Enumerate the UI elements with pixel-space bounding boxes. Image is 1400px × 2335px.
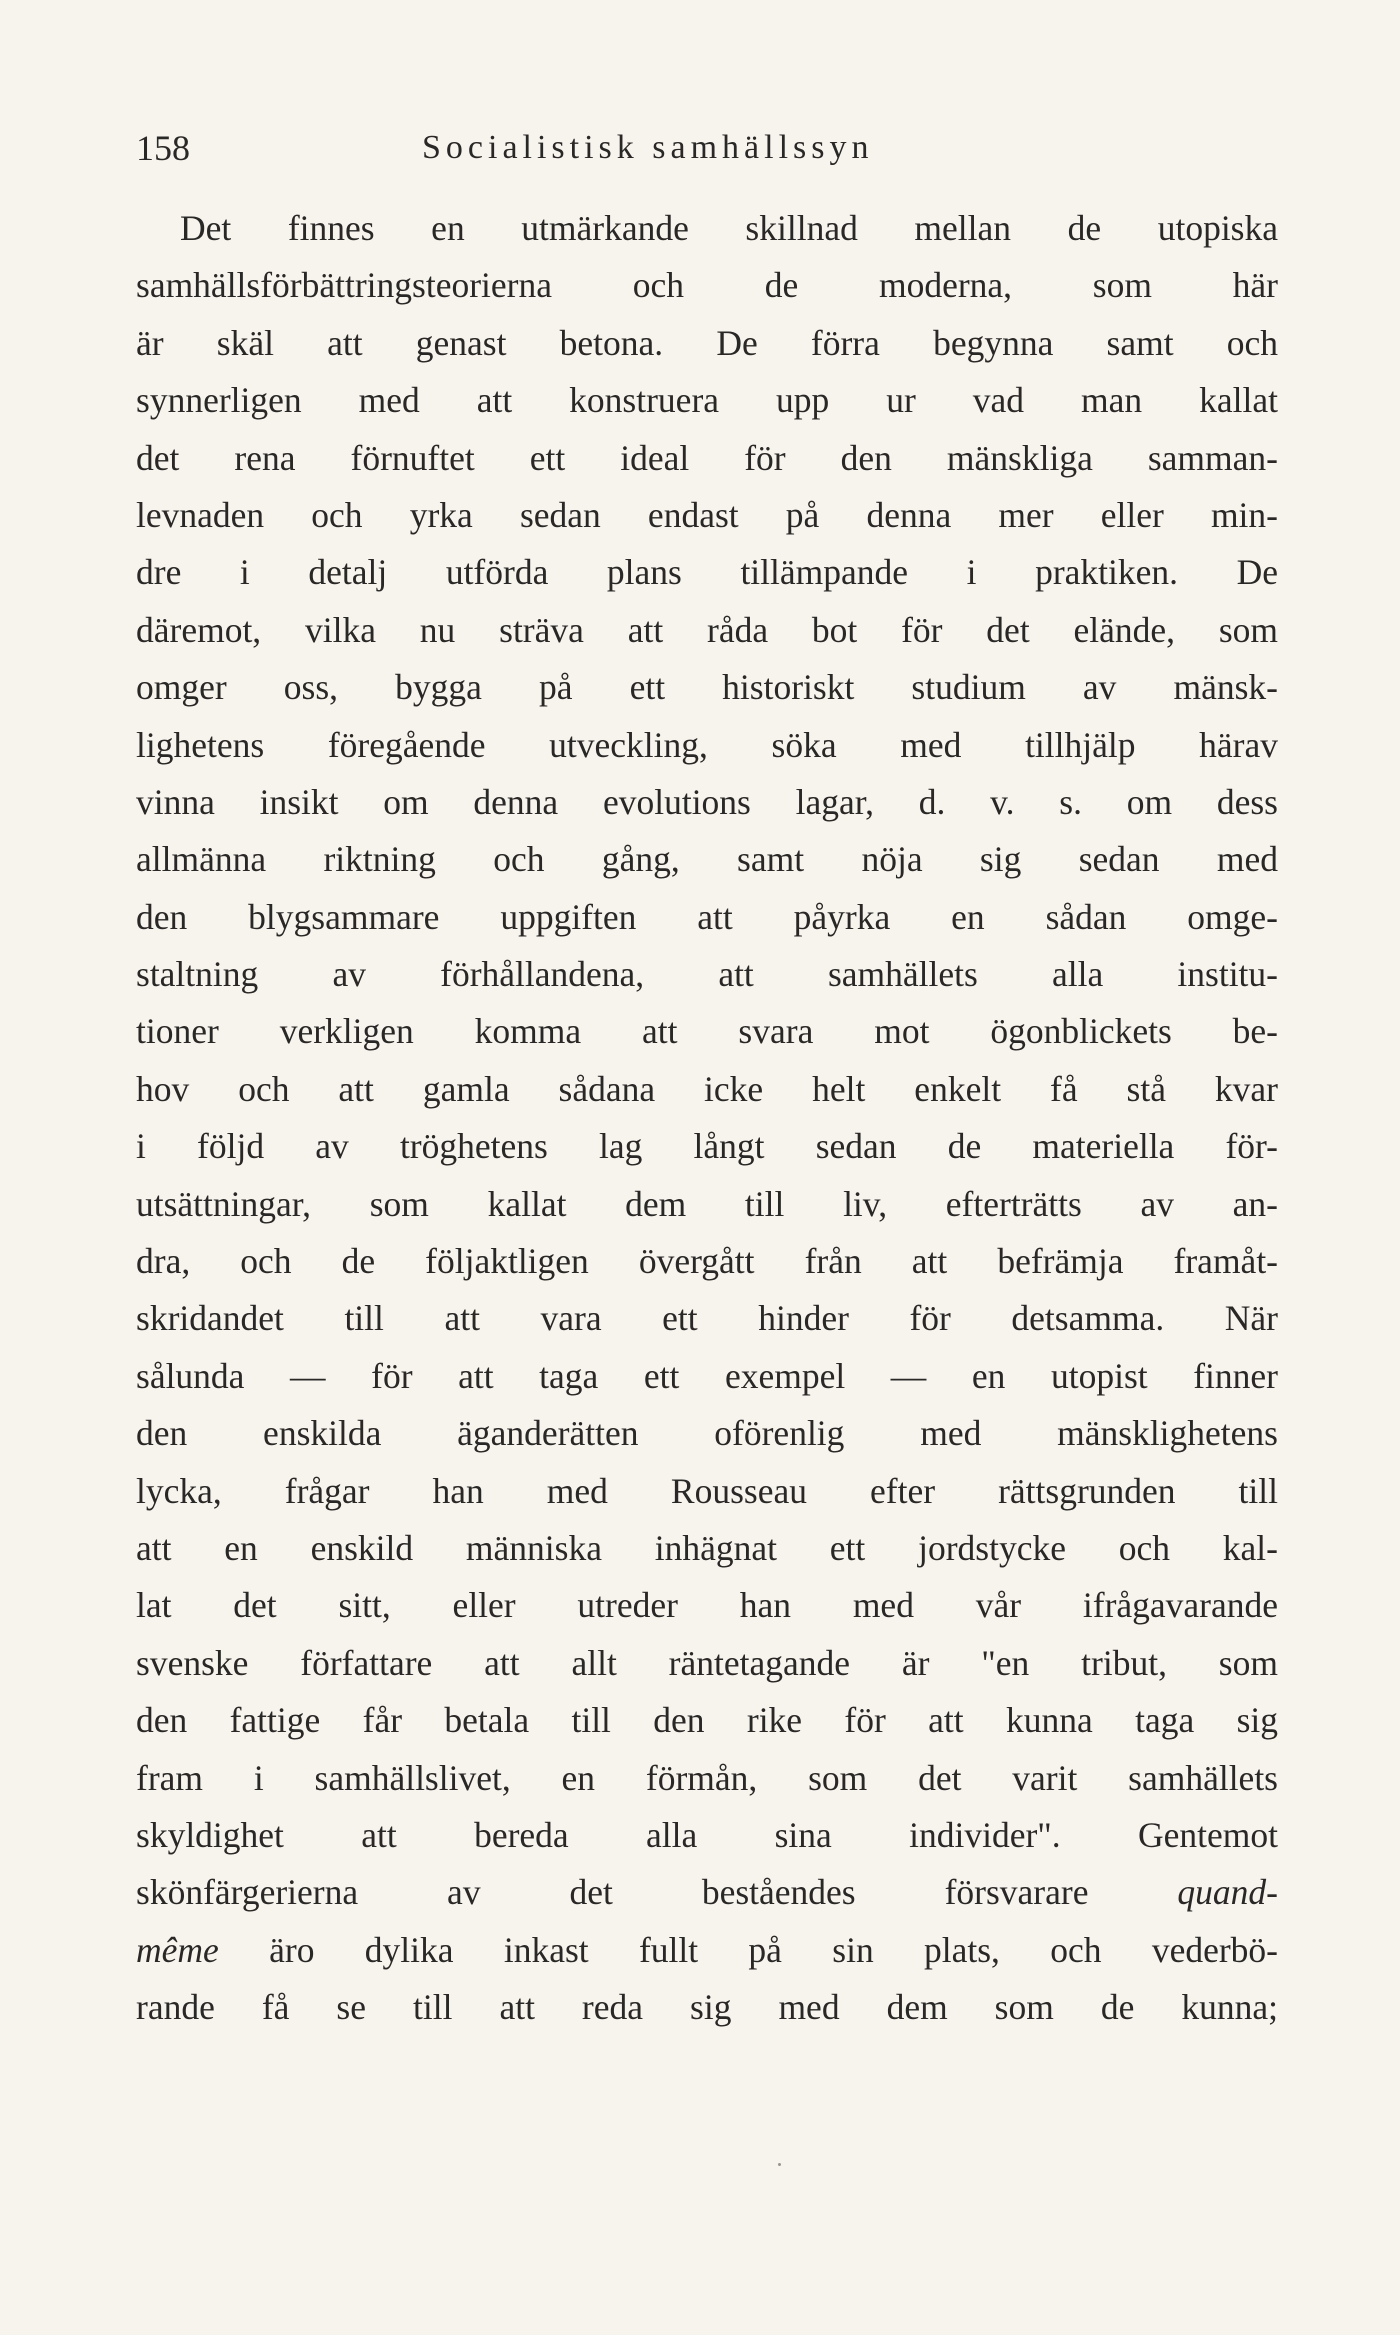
text-line: Det finnes en utmärkande skillnad mellan de utopiska [180, 208, 1278, 248]
text-line: rande få se till att reda sig med dem som de kunna; [136, 1987, 1278, 2028]
text-line: staltning av förhållandena, att samhällets alla institu- [136, 954, 1278, 995]
print-speck [778, 2163, 781, 2166]
text-line [136, 1864, 1278, 1921]
text-segment: äro dylika inkast fullt på sin plats, och vederbö- [218, 1929, 1278, 1970]
text-line: levnaden och yrka sedan endast på denna mer eller min- [136, 494, 1278, 535]
italic-phrase: quand- [1177, 1872, 1278, 1913]
text-line: svenske författare att allt räntetagande är "en tribut, som [136, 1642, 1278, 1683]
text-line: lycka, frågar han med Rousseau efter rättsgrunden till [136, 1470, 1278, 1511]
text-line: dra, och de följaktligen övergått från att befrämja framåt- [136, 1241, 1278, 1282]
body-paragraph [136, 200, 1278, 2037]
italic-phrase: même [136, 1929, 219, 1970]
text-line: är skäl att genast betona. De förra begynna samt och [136, 322, 1278, 363]
text-line: fram i samhällslivet, en förmån, som det varit samhällets [136, 1757, 1278, 1798]
text-segment: skönfärgerierna av det beståendes försvarare [136, 1872, 1178, 1913]
text-line: i följd av tröghetens lag långt sedan de materiella för- [136, 1126, 1278, 1167]
text-line: lighetens föregående utveckling, söka med tillhjälp härav [136, 724, 1278, 765]
text-line: utsättningar, som kallat dem till liv, efterträtts av an- [136, 1183, 1278, 1224]
text-line: dre i detalj utförda plans tillämpande i praktiken. De [136, 552, 1278, 593]
text-line: samhällsförbättringsteorierna och de moderna, som här [136, 265, 1278, 306]
text-line: omger oss, bygga på ett historiskt studium av mänsk- [136, 667, 1278, 708]
text-line: lat det sitt, eller utreder han med vår ifrågavarande [136, 1585, 1278, 1626]
text-line: hov och att gamla sådana icke helt enkelt få stå kvar [136, 1068, 1278, 1109]
running-head: Socialistisk samhällssyn [422, 129, 874, 166]
text-line: skridandet till att vara ett hinder för detsamma. När [136, 1298, 1278, 1339]
text-line: vinna insikt om denna evolutions lagar, d. v. s. om dess [136, 781, 1278, 822]
text-line: att en enskild människa inhägnat ett jordstycke och kal- [136, 1527, 1278, 1568]
text-line: det rena förnuftet ett ideal för den mänskliga samman- [136, 437, 1278, 478]
text-line: den fattige får betala till den rike för att kunna taga sig [136, 1700, 1278, 1741]
text-line: däremot, vilka nu sträva att råda bot för det elände, som [136, 609, 1278, 650]
text-line: skyldighet att bereda alla sina individer". Gentemot [136, 1814, 1278, 1855]
page-header [136, 128, 1296, 168]
text-line: den blygsammare uppgiften att påyrka en sådan omge- [136, 896, 1278, 937]
text-line: synnerligen med att konstruera upp ur vad man kallat [136, 380, 1278, 421]
text-line: sålunda — för att taga ett exempel — en utopist finner [136, 1355, 1278, 1396]
text-line: den enskilda äganderätten oförenlig med mänsklighetens [136, 1413, 1278, 1454]
text-line: allmänna riktning och gång, samt nöja sig sedan med [136, 839, 1278, 880]
text-line: tioner verkligen komma att svara mot ögonblickets be- [136, 1011, 1278, 1052]
page-number: 158 [136, 128, 190, 168]
text-line [136, 1922, 1278, 1979]
